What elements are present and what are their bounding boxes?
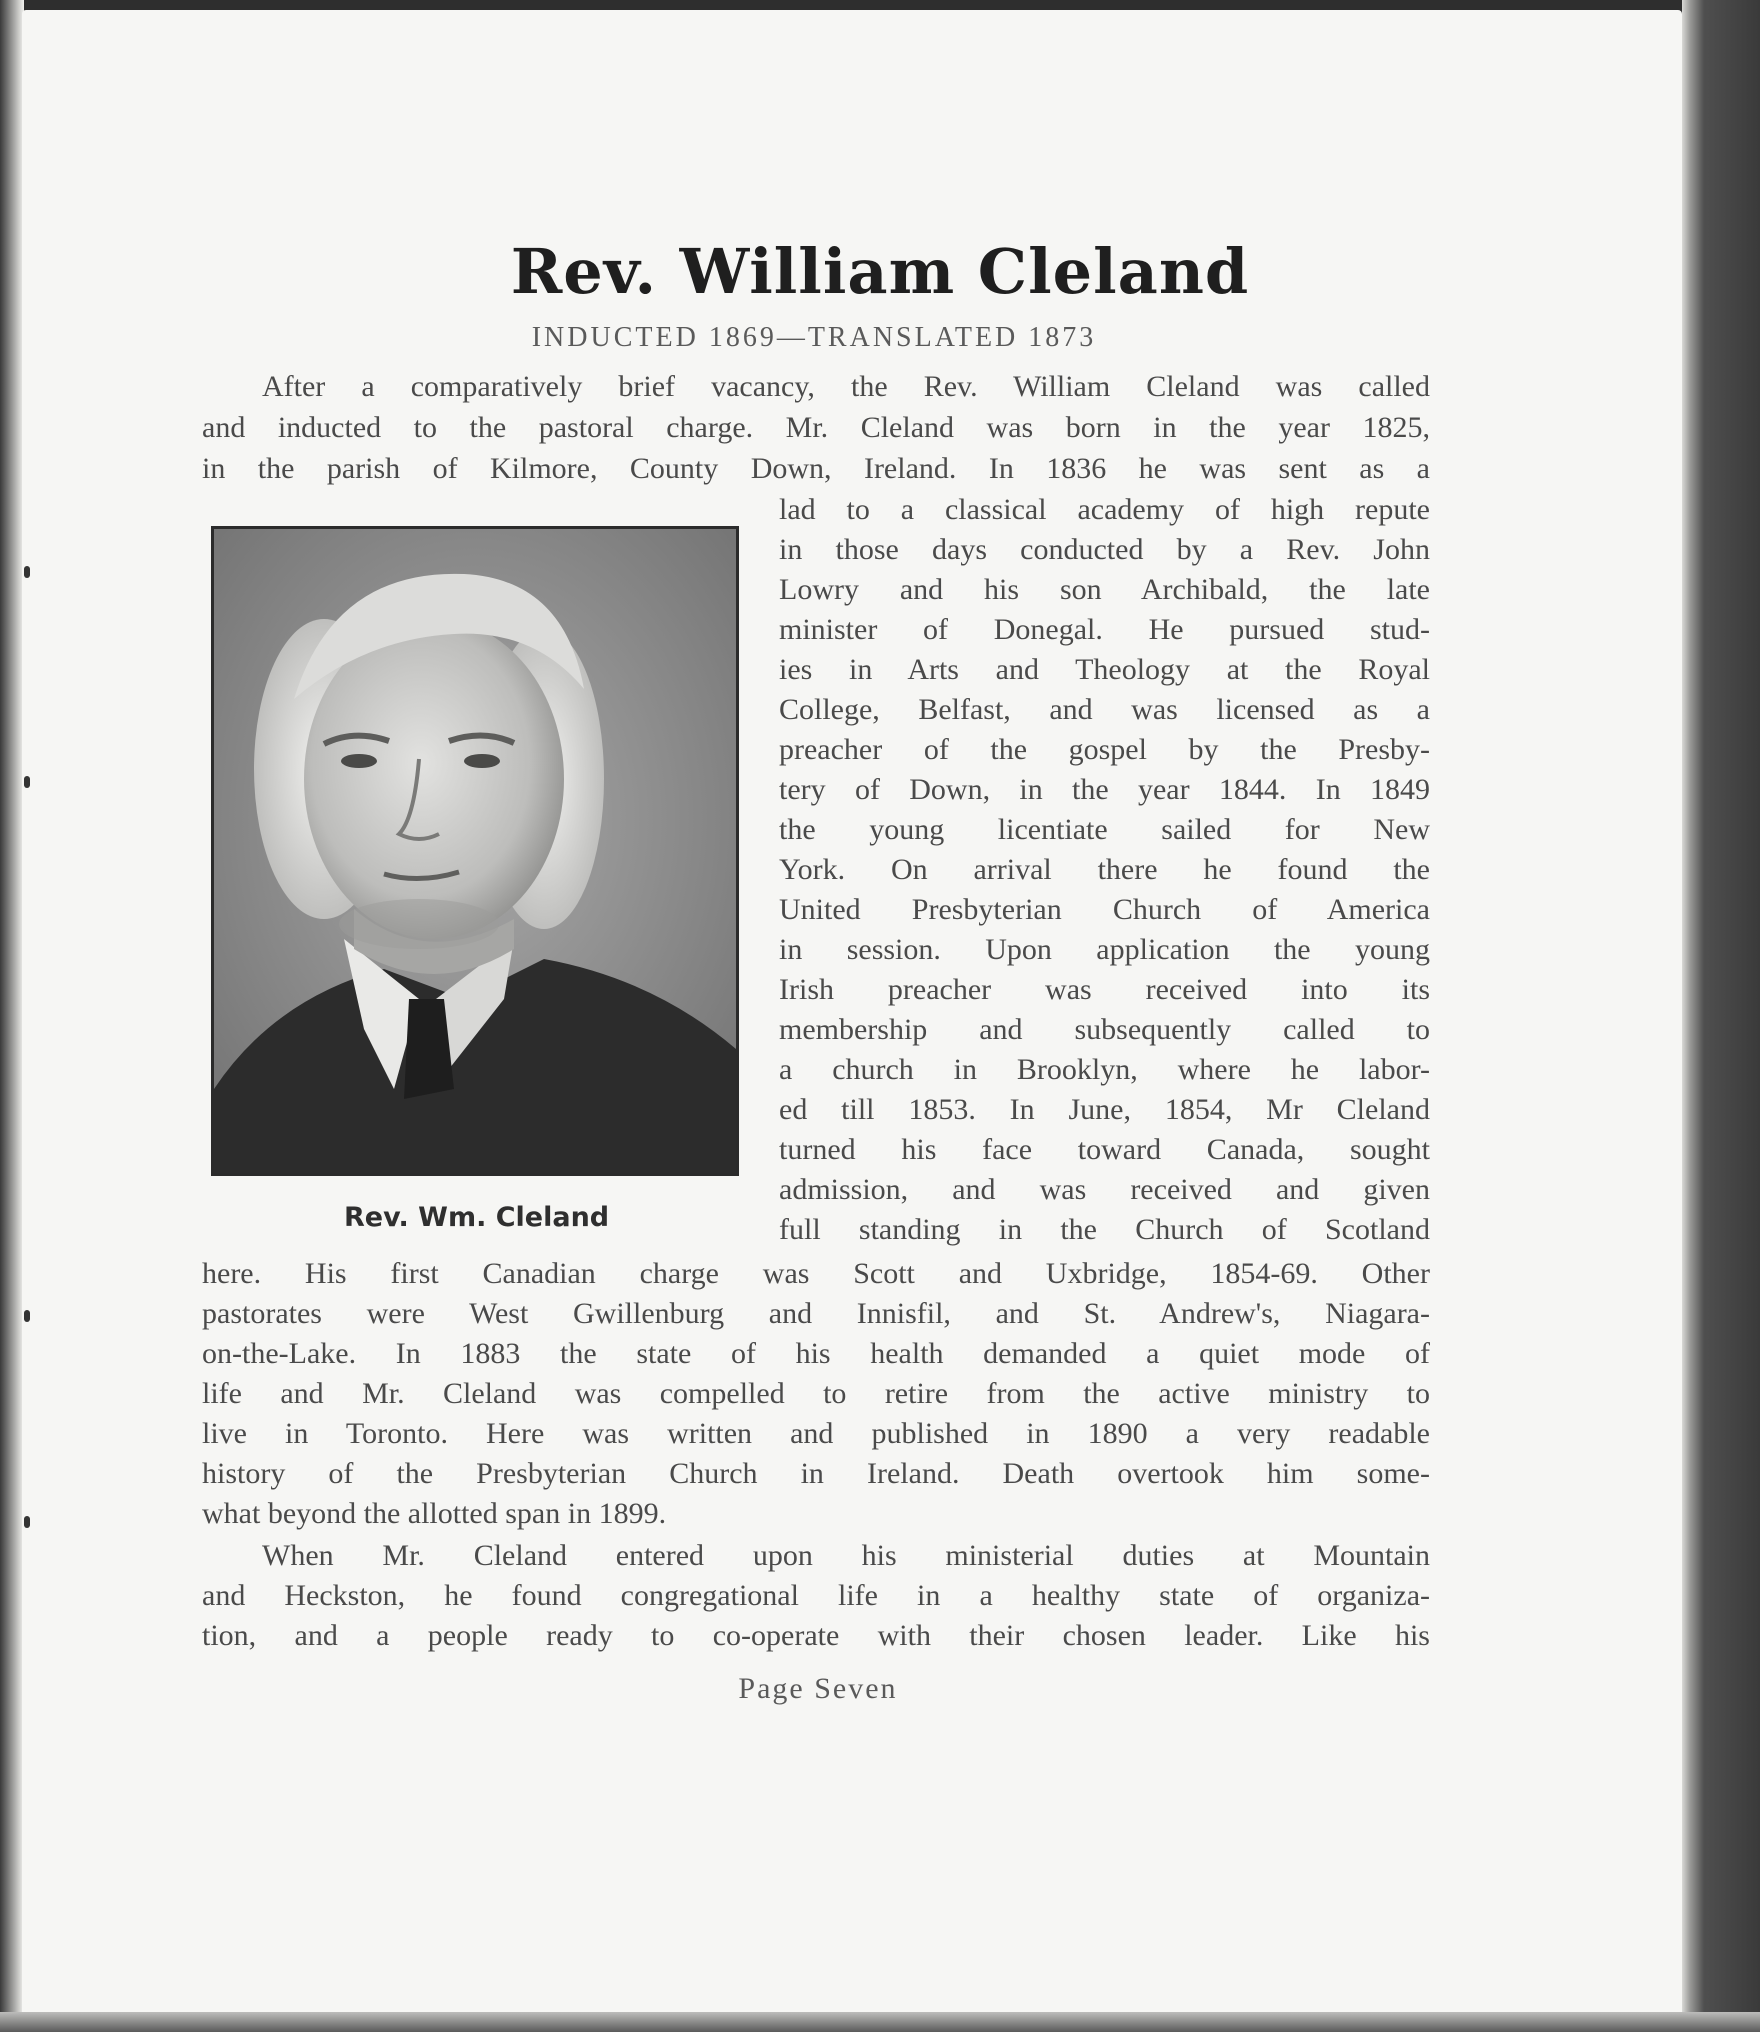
body-line: When Mr. Cleland entered upon his ministerial duties at Mountain [262,1539,1430,1572]
body-line: in the parish of Kilmore, County Down, Ireland. In 1836 he was sent as a [202,452,1430,485]
body-line: United Presbyterian Church of America [779,893,1430,926]
body-line: history of the Presbyterian Church in Ireland. Death overtook him some- [202,1457,1430,1490]
body-line: the young licentiate sailed for New [779,813,1430,846]
body-line: College, Belfast, and was licensed as a [779,693,1430,726]
body-line: and inducted to the pastoral charge. Mr. Cleland was born in the year 1825, [202,411,1430,444]
body-line: lad to a classical academy of high repute [779,493,1430,526]
body-line: Irish preacher was received into its [779,973,1430,1006]
body-line: a church in Brooklyn, where he labor- [779,1053,1430,1086]
body-line: ed till 1853. In June, 1854, Mr Cleland [779,1093,1430,1126]
body-line: in those days conducted by a Rev. John [779,533,1430,566]
body-line: tion, and a people ready to co-operate with their chosen leader. Like his [202,1619,1430,1652]
body-line: preacher of the gospel by the Presby- [779,733,1430,766]
body-line: in session. Upon application the young [779,933,1430,966]
page-number: Page Seven [738,1672,898,1705]
page-subtitle: INDUCTED 1869—TRANSLATED 1873 [531,322,1097,353]
body-line: ies in Arts and Theology at the Royal [779,653,1430,686]
portrait-caption: Rev. Wm. Cleland [344,1202,610,1233]
body-line: live in Toronto. Here was written and published in 1890 a very readable [202,1417,1430,1450]
body-line: membership and subsequently called to [779,1013,1430,1046]
book-bottom-edge [0,2012,1760,2032]
page-title: Rev. William Cleland [510,235,1250,308]
body-line: on-the-Lake. In 1883 the state of his health demanded a quiet mode of [202,1337,1430,1370]
body-line: pastorates were West Gwillenburg and Innisfil, and St. Andrew's, Niagara- [202,1297,1430,1330]
binding-mark [24,1516,30,1528]
body-line: and Heckston, he found congregational life in a healthy state of organiza- [202,1579,1430,1612]
portrait-photo [211,526,739,1176]
body-line: admission, and was received and given [779,1173,1430,1206]
body-line: minister of Donegal. He pursued stud- [779,613,1430,646]
body-line: turned his face toward Canada, sought [779,1133,1430,1166]
body-line: After a comparatively brief vacancy, the Rev. William Cleland was called [262,370,1430,403]
body-line: what beyond the allotted span in 1899. [202,1497,667,1530]
binding-mark [24,776,30,788]
binding-mark [24,566,30,578]
body-line: life and Mr. Cleland was compelled to retire from the active ministry to [202,1377,1430,1410]
body-line: Lowry and his son Archibald, the late [779,573,1430,606]
body-line: York. On arrival there he found the [779,853,1430,886]
body-line: full standing in the Church of Scotland [779,1213,1430,1246]
binding-mark [24,1310,30,1322]
body-line: tery of Down, in the year 1844. In 1849 [779,773,1430,806]
body-line: here. His first Canadian charge was Scott and Uxbridge, 1854-69. Other [202,1257,1430,1290]
